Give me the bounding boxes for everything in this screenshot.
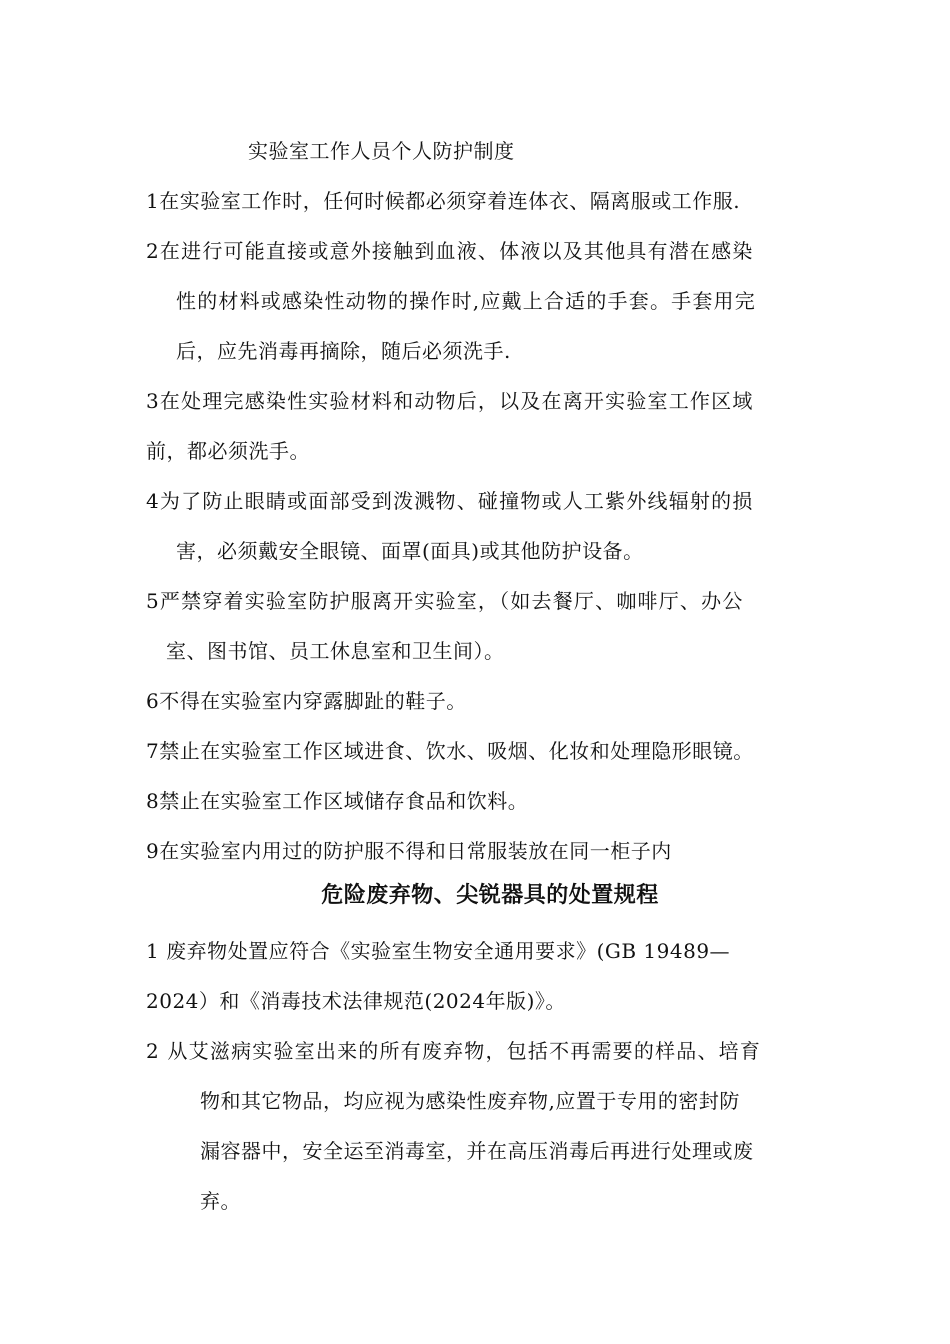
paragraph-line: 前，都必须洗手。 — [146, 439, 310, 463]
paragraph-line: 9在实验室内用过的防护服不得和日常服装放在同一柜子内 — [146, 839, 672, 863]
paragraph-line: 后，应先消毒再摘除，随后必须洗手. — [176, 339, 511, 363]
paragraph-line: 4为了防止眼睛或面部受到泼溅物、碰撞物或人工紫外线辐射的损 — [146, 489, 754, 513]
paragraph-line: 2024）和《消毒技术法律规范(2024年版)》。 — [146, 989, 566, 1013]
paragraph-line: 害，必须戴安全眼镜、面罩(面具)或其他防护设备。 — [176, 539, 644, 563]
paragraph-line: 2在进行可能直接或意外接触到血液、体液以及其他具有潜在感染 — [146, 239, 754, 263]
paragraph-line: 1在实验室工作时，任何时候都必须穿着连体衣、隔离服或工作服. — [146, 189, 741, 213]
paragraph-line: 性的材料或感染性动物的操作时,应戴上合适的手套。手套用完 — [176, 289, 756, 313]
paragraph-line: 2 从艾滋病实验室出来的所有废弃物，包括不再需要的样品、培育 — [146, 1039, 762, 1063]
paragraph-line: 1 废弃物处置应符合《实验室生物安全通用要求》(GB 19489— — [146, 939, 731, 963]
paragraph-line: 室、图书馆、员工休息室和卫生间）。 — [166, 639, 505, 663]
paragraph-line: 7禁止在实验室工作区域进食、饮水、吸烟、化妆和处理隐形眼镜。 — [146, 739, 754, 763]
section-title-personal-protection: 实验室工作人员个人防护制度 — [248, 139, 515, 163]
paragraph-line: 5严禁穿着实验室防护服离开实验室，（如去餐厅、咖啡厅、办公 — [146, 589, 744, 613]
paragraph-line: 物和其它物品，均应视为感染性废弃物,应置于专用的密封防 — [200, 1089, 740, 1113]
paragraph-line: 漏容器中，安全运至消毒室，并在高压消毒后再进行处理或废 — [200, 1139, 754, 1163]
paragraph-line: 8禁止在实验室工作区域储存食品和饮料。 — [146, 789, 529, 813]
section-title-waste-disposal: 危险废弃物、尖锐器具的处置规程 — [321, 882, 659, 908]
paragraph-line: 弃。 — [200, 1189, 241, 1213]
paragraph-line: 6不得在实验室内穿露脚趾的鞋子。 — [146, 689, 467, 713]
paragraph-line: 3在处理完感染性实验材料和动物后，以及在离开实验室工作区域 — [146, 389, 754, 413]
